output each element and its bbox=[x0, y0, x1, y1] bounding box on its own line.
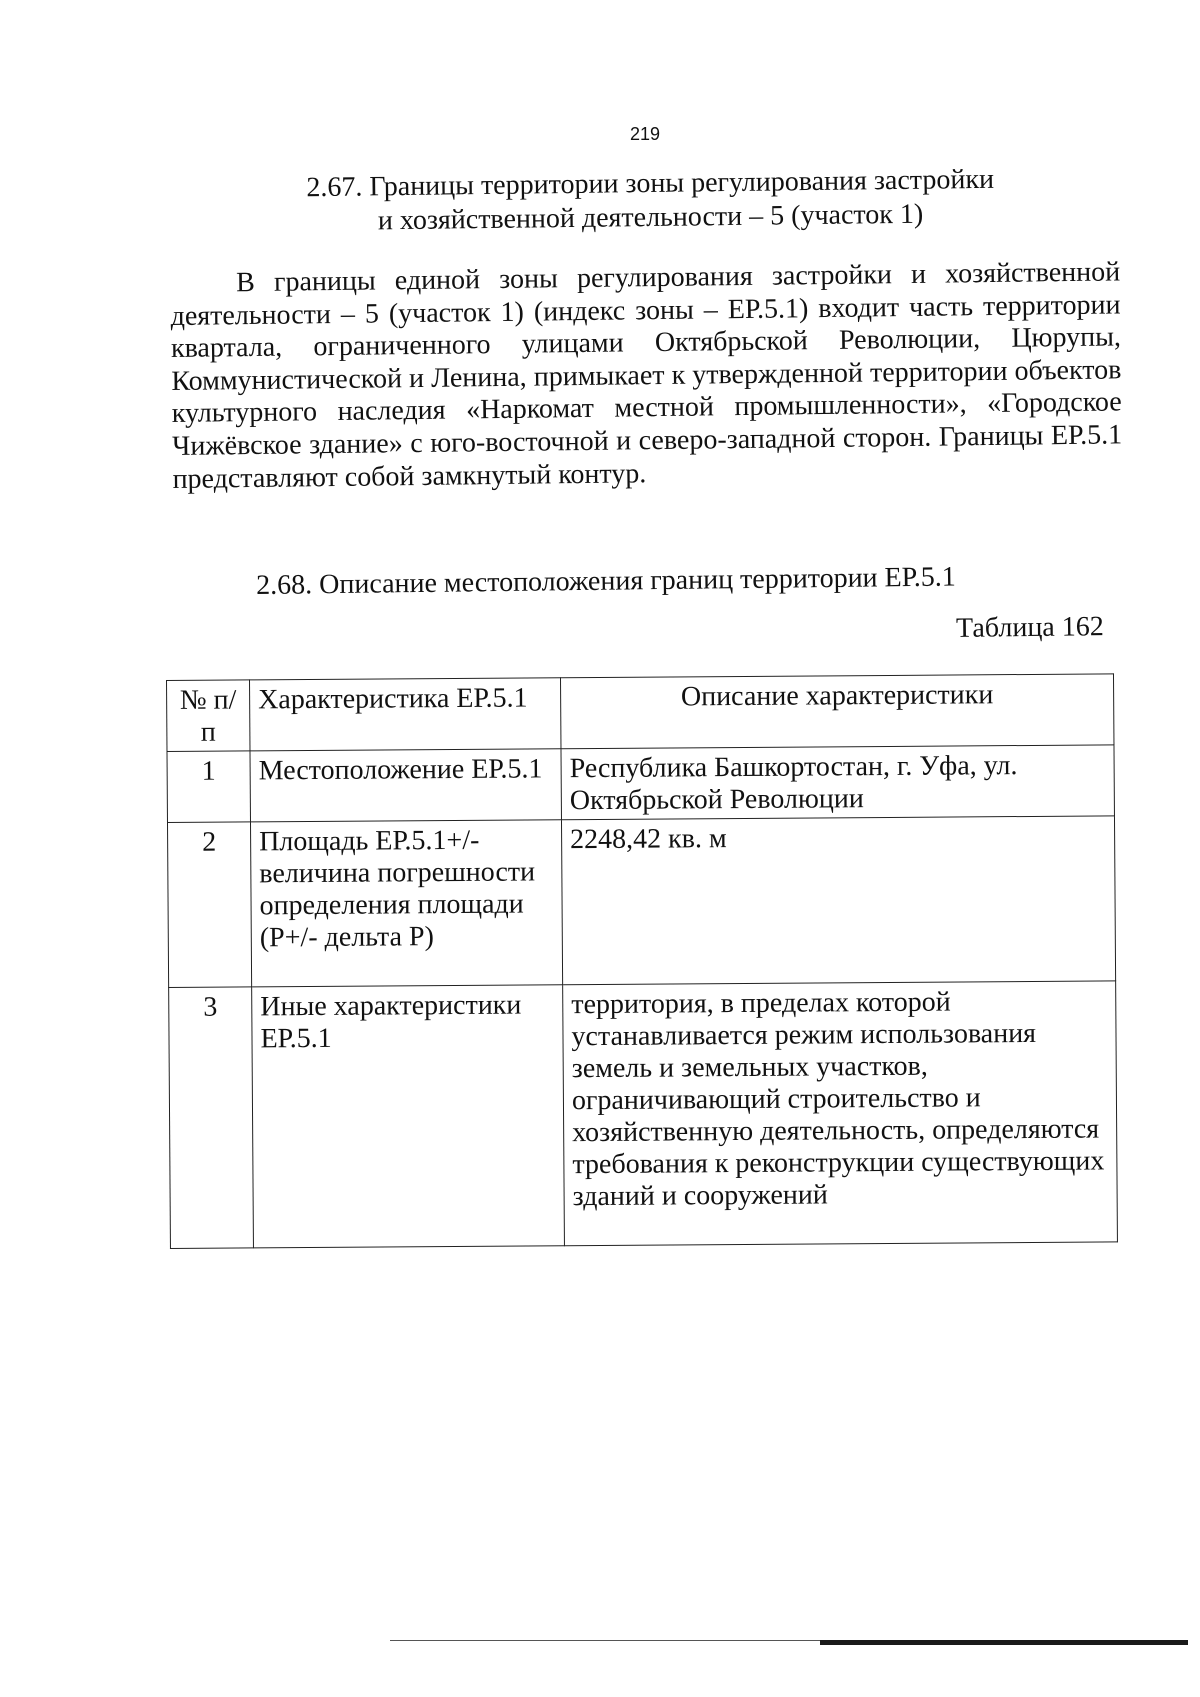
section-heading-line-2: и хозяйственной деятельности – 5 (участок 1) bbox=[377, 198, 924, 237]
row-characteristic: Иные характеристики ЕР.5.1 bbox=[252, 985, 565, 1248]
table-row bbox=[167, 816, 1115, 988]
row-num: 1 bbox=[167, 751, 250, 823]
characteristics-table bbox=[166, 673, 1118, 1249]
section-heading-2-67 bbox=[240, 162, 1061, 240]
page-number: 219 bbox=[629, 124, 661, 144]
row-num: 2 bbox=[167, 822, 251, 988]
row-num: 3 bbox=[169, 987, 254, 1249]
table-label: Таблица 162 bbox=[955, 611, 1104, 644]
table-header-row bbox=[167, 674, 1114, 752]
row-characteristic: Местоположение ЕР.5.1 bbox=[250, 749, 561, 822]
table-row bbox=[169, 981, 1118, 1249]
table-row bbox=[167, 745, 1114, 823]
header-description: Описание характеристики bbox=[560, 674, 1113, 749]
footer-rule-thick bbox=[820, 1640, 1188, 1645]
header-num: № п/п bbox=[167, 680, 250, 752]
header-characteristic: Характеристика ЕР.5.1 bbox=[250, 678, 561, 751]
row-characteristic: Площадь ЕР.5.1+/- величина погрешности определения площади (Р+/- дельта Р) bbox=[250, 820, 562, 987]
row-description: территория, в пределах которой устанавливается режим использования земель и земельных участков, ограничивающий строительство и хозяйственную деятельность, определяются требования к реконструкции существующих зданий и сооружений bbox=[563, 981, 1118, 1246]
section-heading-2-68: 2.68. Описание местоположения границ территории ЕР.5.1 bbox=[256, 561, 956, 601]
row-description: Республика Башкортостан, г. Уфа, ул. Октябрьской Революции bbox=[561, 745, 1114, 820]
body-paragraph: В границы единой зоны регулирования застройки и хозяйственной деятельности – 5 (участок 1) (индекс зоны – ЕР.5.1) входит часть территории квартала, ограниченного улицами Октябрьской Революции, Цюрупы, Коммунистической и Ленина, примыкает к утвержденной территории объектов культурного наследия «Наркомат местной промышленности», «Городское Чижёвское здание» с юго-восточной и северо-западной сторон. Границы ЕР.5.1 представляют собой замкнутый контур. bbox=[170, 256, 1123, 495]
section-heading-line-1: 2.67. Границы территории зоны регулирования застройки bbox=[306, 163, 995, 204]
row-description: 2248,42 кв. м bbox=[561, 816, 1115, 985]
